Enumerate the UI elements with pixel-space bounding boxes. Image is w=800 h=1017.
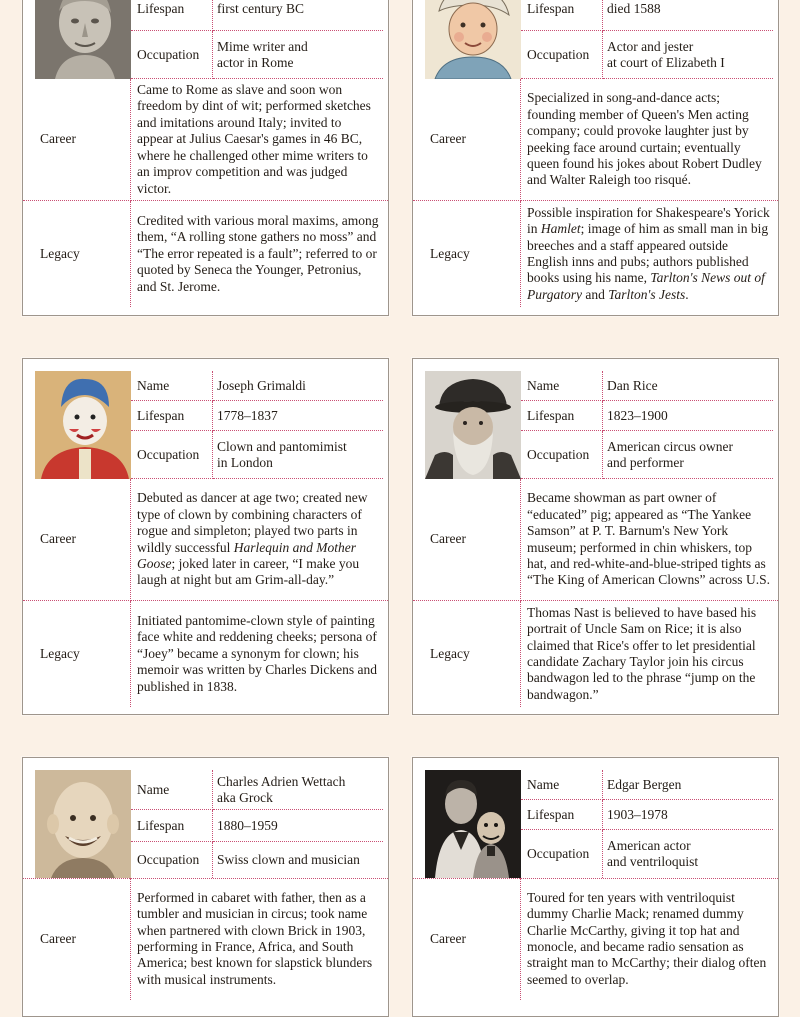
occupation-label: Occupation	[131, 31, 213, 79]
occupation-label: Occupation	[131, 431, 213, 479]
name-label: Name	[131, 770, 213, 810]
profile-card-grimaldi	[22, 358, 389, 715]
career-label: Career	[23, 79, 131, 201]
name-value: Joseph Grimaldi	[213, 371, 383, 401]
career-text: Toured for ten years with ventriloquist dummy Charlie Mack; renamed dummy Charlie McCarthy, giving it top hat and monocle, and became radio sensation as straight man to McCarthy; their dialog often seemed to overlap.	[527, 889, 767, 987]
portrait-jester-drawing	[425, 0, 521, 79]
occupation-value: American circus owner and performer	[603, 431, 773, 479]
occupation-value: Swiss clown and musician	[217, 852, 360, 867]
lifespan-value: 1778–1837	[213, 401, 383, 431]
name-value: Edgar Bergen	[603, 770, 773, 800]
career-text: Became showman as part owner of “educated” pig; appeared as “The Yankee Samson” at P. T. Barnum's New York museum; performed in chin whiskers, top hat, and red-white-and-blue-striped tights as “The King of American Clowns” across U.S.	[521, 479, 778, 601]
occupation-value: Mime writer and actor in Rome	[213, 31, 383, 79]
lifespan-value: 1823–1900	[603, 401, 773, 431]
legacy-label: Legacy	[413, 601, 521, 707]
lifespan-label: Lifespan	[131, 810, 213, 842]
legacy-label: Legacy	[23, 201, 131, 307]
occupation-value: Clown and pantomimist in London	[213, 431, 383, 479]
name-value: Charles Adrien Wettach aka Grock	[213, 770, 383, 810]
career-text: Came to Rome as slave and soon won freedom by dint of wit; performed sketches and imitations around Italy; invited to appear at Julius Caesar's games in 46 BC, where he challenged other mime writers to an improv competition and was judged victor.	[131, 79, 388, 201]
legacy-label: Legacy	[413, 201, 521, 307]
portrait-clown-painting	[35, 371, 131, 479]
career-text: Performed in cabaret with father, then as a tumbler and musician in circus; took name when partnered with clown Brick in 1903, performing in France, Africa, and South America; best known for slapstick blunders with musical instruments.	[137, 889, 373, 987]
portrait-bearded-man-hat	[425, 371, 521, 479]
legacy-text: Thomas Nast is believed to have based his portrait of Uncle Sam on Rice; it is also claimed that Rice's offer to let presidential candidate Zachary Taylor join his circus bandwagon led to the phrase “jump on the bandwagon.”	[527, 604, 757, 702]
lifespan-label: Lifespan	[521, 800, 603, 830]
profile-card-grock	[22, 757, 389, 1017]
career-label: Career	[413, 479, 521, 601]
lifespan-value: 1880–1959	[213, 810, 383, 842]
occupation-label: Occupation	[521, 431, 603, 479]
career-label: Career	[23, 878, 131, 1000]
lifespan-label: Lifespan	[131, 401, 213, 431]
career-label: Career	[23, 479, 131, 601]
portrait-man-with-dummy-photo	[425, 770, 521, 878]
profile-card-publilius	[22, 0, 389, 316]
legacy-text: Credited with various moral maxims, among them, “A rolling stone gathers no moss” and “The error repeated is a fault”; referred to or quoted by Seneca the Younger, Petronius, and St. Jerome.	[137, 212, 379, 294]
career-label: Career	[413, 878, 521, 1000]
portrait-roman-bust	[35, 0, 131, 79]
lifespan-label: Lifespan	[131, 0, 213, 31]
name-label: Name	[131, 371, 213, 401]
lifespan-label: Lifespan	[521, 0, 603, 31]
career-label: Career	[413, 79, 521, 201]
profile-card-dan-rice	[412, 358, 779, 715]
portrait-smiling-clown-photo	[35, 770, 131, 878]
name-value: Dan Rice	[603, 371, 773, 401]
legacy-text: Possible inspiration for Shakespeare's Yorick in Hamlet; image of him as small man in big breeches and a staff appeared outside English inns and pubs; authors published books using his name, Tarlton's News out of Purgatory and Tarlton's Jests.	[527, 204, 770, 302]
occupation-value: Actor and jester at court of Elizabeth I	[603, 31, 773, 79]
name-label: Name	[521, 371, 603, 401]
occupation-value: American actor and ventriloquist	[607, 838, 699, 869]
occupation-label: Occupation	[521, 830, 603, 878]
name-label: Name	[521, 770, 603, 800]
lifespan-value: died 1588	[603, 0, 773, 31]
career-text: Debuted as dancer at age two; created new type of clown by combining characters of rogue and simpleton; played two parts in wildly successful Harlequin and Mother Goose; joked later in career, “I make you laugh at night but am Grim-all-day.”	[131, 479, 388, 601]
lifespan-label: Lifespan	[521, 401, 603, 431]
lifespan-value: first century BC	[213, 0, 383, 31]
career-text: Specialized in song-and-dance acts; founding member of Queen's Men acting company; could provoke laughter just by peeking face around curtain; eventually queen found his jokes about Robert Dudley and Walter Raleigh too risqué.	[521, 79, 778, 201]
legacy-text: Initiated pantomime-clown style of painting face white and reddening cheeks; persona of “Joey” became a synonym for clown; his memoir was written by Charles Dickens and published in 1838.	[137, 612, 377, 694]
occupation-label: Occupation	[521, 31, 603, 79]
profile-card-tarlton	[412, 0, 779, 316]
legacy-label: Legacy	[23, 601, 131, 707]
profile-card-edgar-bergen	[412, 757, 779, 1017]
occupation-label: Occupation	[131, 842, 213, 878]
lifespan-value: 1903–1978	[603, 800, 773, 830]
